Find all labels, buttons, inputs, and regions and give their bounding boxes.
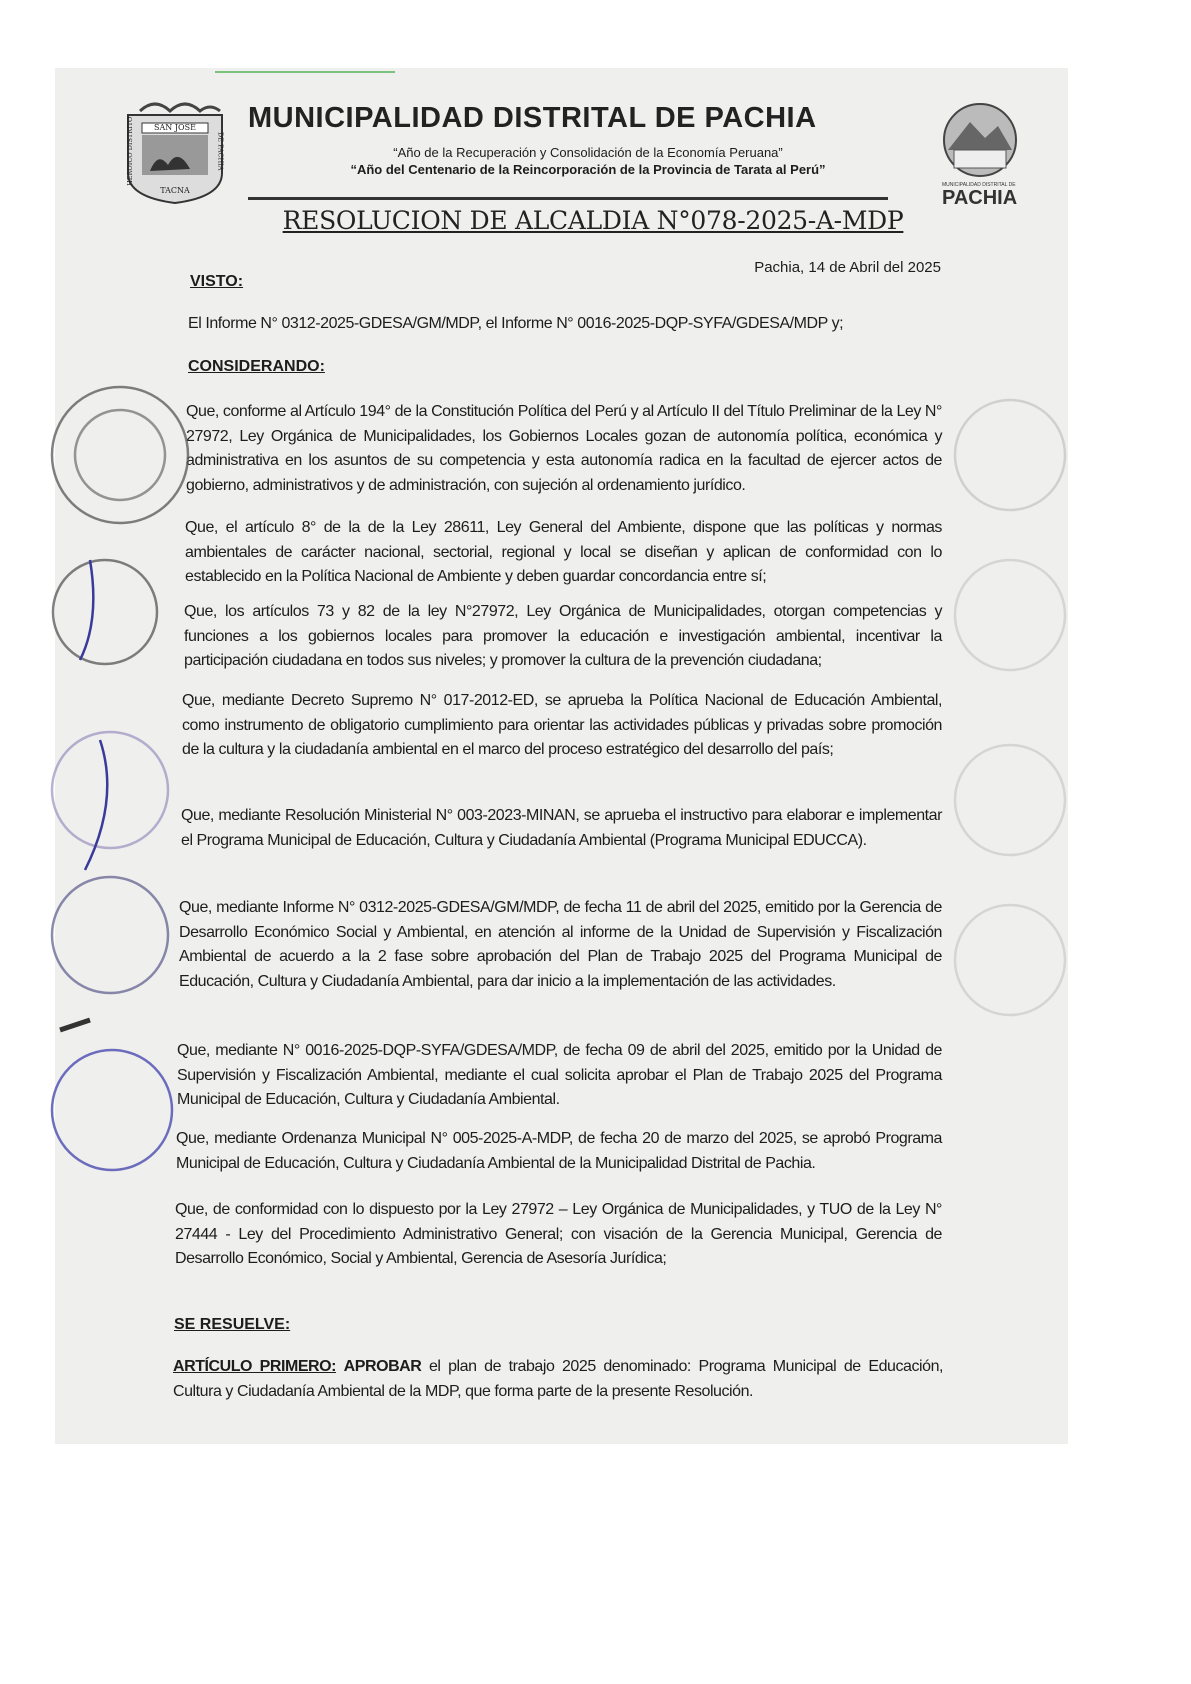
considerando-paragraph: Que, conforme al Artículo 194° de la Constitución Política del Perú y al Artículo II del Título Preliminar de la Ley N° 27972, Ley Orgánica de Municipalidades, los Gobiernos Locales gozan de autonomía política, económica y administrativa en los asuntos de su competencia y esta autonomía radica en la facultad de ejercer actos de gobierno, administrativos y de administración, con sujeción al ordenamiento jurídico. <box>186 403 942 494</box>
svg-text:PACHIA: PACHIA <box>942 187 1018 209</box>
resolution-title: RESOLUCION DE ALCALDIA N°078-2025-A-MDP <box>282 206 904 235</box>
considerando-heading: CONSIDERANDO: <box>188 358 325 375</box>
crest-text-san-jose: SAN JOSE <box>154 123 196 132</box>
considerando-paragraph: Que, mediante Resolución Ministerial N° 003-2023-MINAN, se aprueba el instructivo para elaborar e implementar el Programa Municipal de Educación, Cultura y Ciudadanía Ambiental (Programa Municipal EDUCCA). <box>181 807 942 849</box>
considerando-paragraph: Que, los artículos 73 y 82 de la ley N°27972, Ley Orgánica de Municipalidades, otorgan competencias y funciones a los gobiernos locales para promover la educación e investigación ambiental, incentivar la participación ciudadana en todos sus niveles; y promover la cultura de la prevención ciudadana; <box>184 603 942 669</box>
article-text: el plan de trabajo 2025 denominado: Programa Municipal de Educación, Cultura y Ciudadanía Ambiental de la MDP, que forma parte de la presente Resolución. <box>173 1358 944 1400</box>
crest-text-de-pachia: DE PACHIA <box>216 132 225 171</box>
considerando-paragraph: Que, de conformidad con lo dispuesto por la Ley 27972 – Ley Orgánica de Municipalidades, y TUO de la Ley N° 27444 - Ley del Procedimiento Administrativo General; con visación de la Gerencia Municipal, Gerencia de Desarrollo Económico, Social y Ambiental, Gerencia de Asesoría Jurídica; <box>175 1201 942 1267</box>
article-primero <box>173 1355 943 1404</box>
considerando-paragraph: Que, mediante Decreto Supremo N° 017-2012-ED, se aprueba la Política Nacional de Educación Ambiental, como instrumento de obligatorio cumplimiento para orientar las actividades públicas y privadas sobre promoción de la cultura y la ciudadanía ambiental en el marco del proceso estratégico del desarrollo del país; <box>182 692 942 758</box>
document-date: Pachia, 14 de Abril del 2025 <box>754 259 941 276</box>
crest-text-tacna: TACNA <box>160 186 190 195</box>
header-divider <box>248 197 888 200</box>
article-label: ARTÍCULO PRIMERO: <box>173 1358 337 1375</box>
svg-text:MUNICIPALIDAD DISTRITAL DE: MUNICIPALIDAD DISTRITAL DE <box>942 182 1016 188</box>
municipality-title: MUNICIPALIDAD DISTRITAL DE PACHIA <box>248 102 817 134</box>
motto-line-2: “Año del Centenario de la Reincorporación de la Provincia de Tarata al Perú” <box>350 162 826 177</box>
considerando-paragraph: Que, el artículo 8° de la de la Ley 28611, Ley General del Ambiente, dispone que las políticas y normas ambientales de carácter nacional, sectorial, regional y local se diseñan y aplican de conformidad con lo establecido en la Política Nacional de Ambiente y deben guardar concordancia entre sí; <box>185 519 942 585</box>
considerando-paragraph: Que, mediante Ordenanza Municipal N° 005-2025-A-MDP, de fecha 20 de marzo del 2025, se aprobó Programa Municipal de Educación, Cultura y Ciudadanía Ambiental de la Municipalidad Distrital de Pachia. <box>176 1130 942 1172</box>
visto-text: El Informe N° 0312-2025-GDESA/GM/MDP, el Informe N° 0016-2025-DQP-SYFA/GDESA/MDP y; <box>188 315 844 332</box>
se-resuelve-heading: SE RESUELVE: <box>174 1316 291 1333</box>
article-verb: APROBAR <box>343 1358 422 1375</box>
motto-line-1: “Año de la Recuperación y Consolidación de la Economía Peruana” <box>393 145 783 160</box>
crest-text-heroico-distrito: HEROICO DISTRITO <box>125 116 134 186</box>
pachia-logo <box>940 100 1040 210</box>
scan-artifact <box>215 71 395 73</box>
considerando-paragraph: Que, mediante Informe N° 0312-2025-GDESA/GM/MDP, de fecha 11 de abril del 2025, emitido por la Gerencia de Desarrollo Económico Social y Ambiental, en atención al informe de la Unidad de Supervisión y Fiscalización Ambiental de acuerdo a la 2 fase sobre aprobación del Plan de Trabajo 2025 del Programa Municipal de Educación, Cultura y Ciudadanía Ambiental, para dar inicio a la implementación de las actividades. <box>179 899 942 990</box>
visto-heading: VISTO: <box>190 273 244 290</box>
considerando-paragraph: Que, mediante N° 0016-2025-DQP-SYFA/GDESA/MDP, de fecha 09 de abril del 2025, emitido por la Unidad de Supervisión y Fiscalización Ambiental, mediante el cual solicita aprobar el Plan de Trabajo 2025 del Programa Municipal de Educación, Cultura y Ciudadanía Ambiental. <box>177 1042 942 1108</box>
